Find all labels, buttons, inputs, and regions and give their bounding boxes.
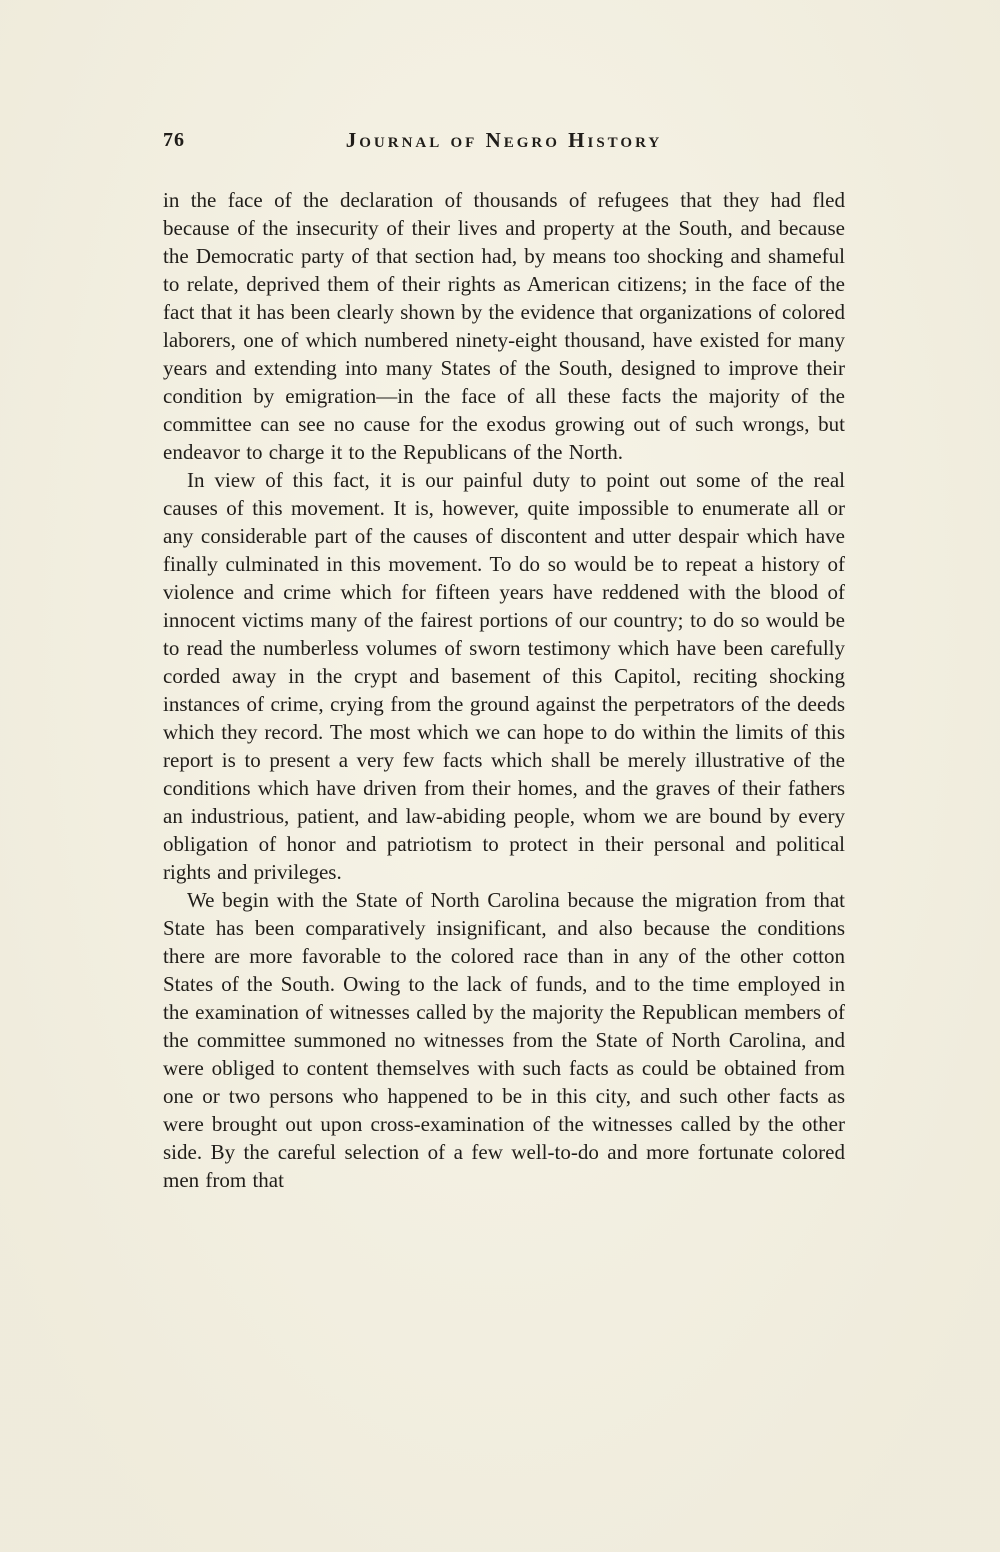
body-paragraph-1: in the face of the declaration of thousands of refugees that they had fled because of the insecurity of their lives and property at the South, and because the Democratic party of that section had, by means too shocking and shameful to relate, deprived them of their rights as American citizens; in the face of the fact that it has been clearly shown by the evidence that organizations of colored laborers, one of which numbered ninety-eight thousand, have existed for many years and extending into many States of the South, designed to improve their condition by emigration—in the face of all these facts the majority of the committee can see no cause for the exodus growing out of such wrongs, but endeavor to charge it to the Republicans of the North. <box>163 188 845 464</box>
running-title: Journal of Negro History <box>345 128 663 152</box>
page-header <box>163 128 845 158</box>
page-body <box>163 186 845 1194</box>
page-number: 76 <box>163 129 185 151</box>
body-paragraph-2: In view of this fact, it is our painful duty to point out some of the real causes of this movement. It is, however, quite impossible to enumerate all or any considerable part of the causes of discontent and utter despair which have finally culminated in this movement. To do so would be to repeat a history of violence and crime which for fifteen years have reddened with the blood of innocent victims many of the fairest portions of our country; to do so would be to read the numberless volumes of sworn testimony which have been carefully corded away in the crypt and basement of this Capitol, reciting shocking instances of crime, crying from the ground against the perpetrators of the deeds which they record. The most which we can hope to do within the limits of this report is to present a very few facts which shall be merely illustrative of the conditions which have driven from their homes, and the graves of their fathers an industrious, patient, and law-abiding people, whom we are bound by every obligation of honor and patriotism to protect in their personal and political rights and privileges. <box>163 468 845 884</box>
body-paragraph-3: We begin with the State of North Carolina because the migration from that State has been comparatively insignificant, and also because the conditions there are more favorable to the colored race than in any of the other cotton States of the South. Owing to the lack of funds, and to the time employed in the examination of witnesses called by the majority the Republican members of the committee summoned no witnesses from the State of North Carolina, and were obliged to content themselves with such facts as could be obtained from one or two persons who happened to be in this city, and such other facts as were brought out upon cross-examination of the witnesses called by the other side. By the careful selection of a few well-to-do and more fortunate colored men from that <box>163 888 845 1192</box>
